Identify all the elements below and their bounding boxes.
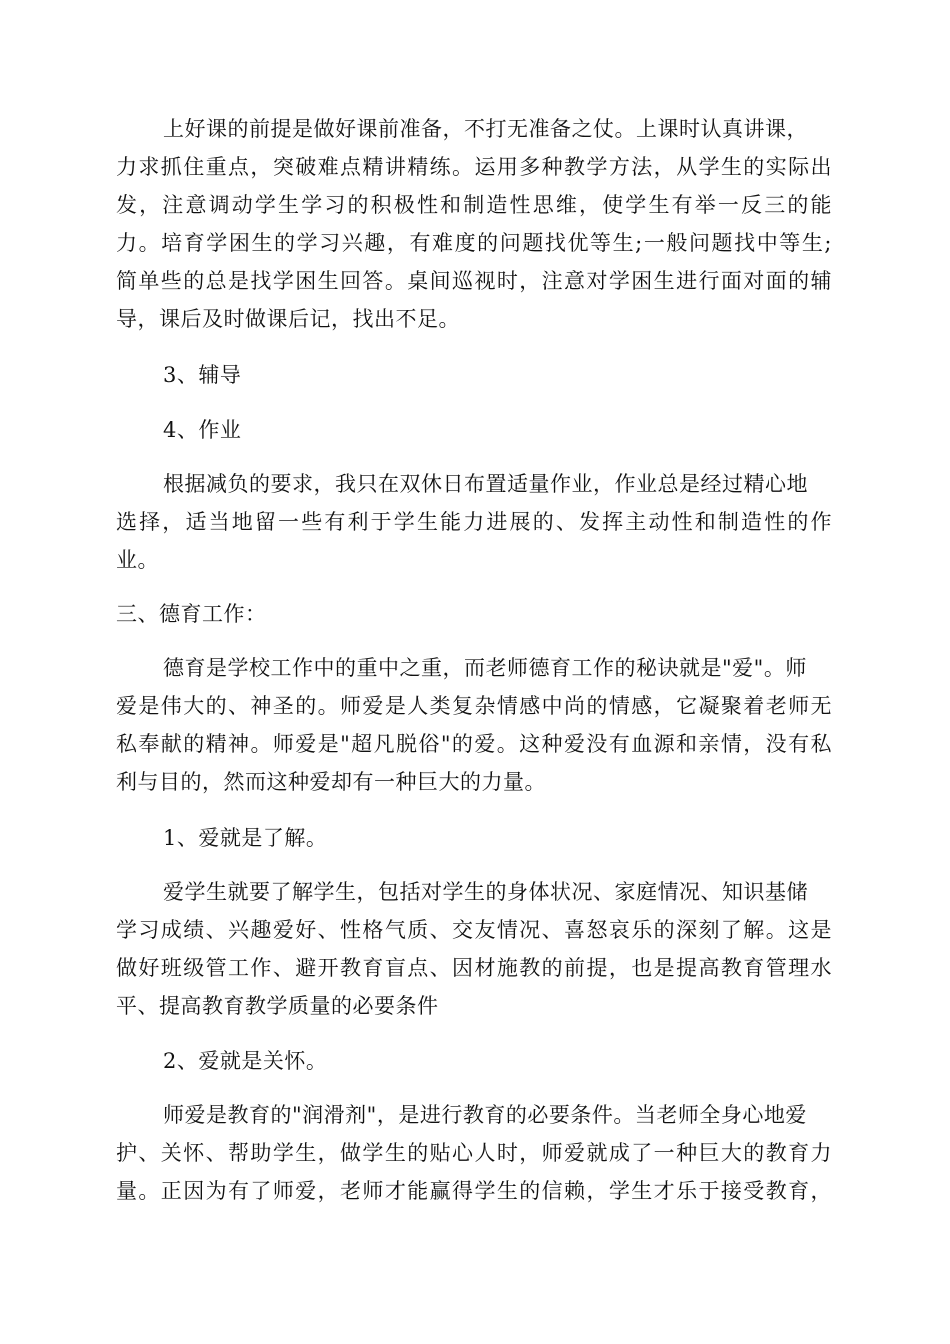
care-paragraph-line: 师爱是教育的"润滑剂"，是进行教育的必要条件。当老师全身心地爱 bbox=[163, 1103, 807, 1127]
care-paragraph-line: 量。正因为有了师爱，老师才能赢得学生的信赖，学生才乐于接受教育， bbox=[116, 1179, 832, 1203]
heading-homework: 4、作业 bbox=[163, 418, 242, 442]
moral-paragraph-line: 爱是伟大的、神圣的。师爱是人类复杂情感中尚的情感，它凝聚着老师无 bbox=[116, 694, 832, 718]
teaching-paragraph-line: 上好课的前提是做好课前准备，不打无准备之仗。上课时认真讲课， bbox=[163, 117, 808, 141]
care-paragraph-line: 护、关怀、帮助学生，做学生的贴心人时，师爱就成了一种巨大的教育力 bbox=[116, 1141, 832, 1165]
moral-paragraph-line: 利与目的，然而这种爱却有一种巨大的力量。 bbox=[116, 770, 546, 794]
homework-paragraph-line: 业。 bbox=[116, 548, 159, 572]
homework-paragraph-line: 选择，适当地留一些有利于学生能力进展的、发挥主动性和制造性的作 bbox=[116, 510, 832, 534]
moral-paragraph-line: 私奉献的精神。师爱是"超凡脱俗"的爱。这种爱没有血源和亲情，没有私 bbox=[116, 732, 832, 756]
teaching-paragraph-line: 发，注意调动学生学习的积极性和制造性思维，使学生有举一反三的能 bbox=[116, 193, 832, 217]
moral-paragraph-line: 德育是学校工作中的重中之重，而老师德育工作的秘诀就是"爱"。师 bbox=[163, 656, 807, 680]
understanding-paragraph-line: 爱学生就要了解学生，包括对学生的身体状况、家庭情况、知识基储 bbox=[163, 880, 808, 904]
heading-love-care: 2、爱就是关怀。 bbox=[163, 1049, 328, 1073]
understanding-paragraph-line: 做好班级管工作、避开教育盲点、因材施教的前提，也是提高教育管理水 bbox=[116, 956, 832, 980]
teaching-paragraph-line: 导，课后及时做课后记，找出不足。 bbox=[116, 307, 460, 331]
teaching-paragraph-line: 简单些的总是找学困生回答。桌间巡视时，注意对学困生进行面对面的辅 bbox=[116, 269, 832, 293]
understanding-paragraph-line: 学习成绩、兴趣爱好、性格气质、交友情况、喜怒哀乐的深刻了解。这是 bbox=[116, 918, 832, 942]
understanding-paragraph-line: 平、提高教育教学质量的必要条件 bbox=[116, 994, 439, 1018]
homework-paragraph-line: 根据减负的要求，我只在双休日布置适量作业，作业总是经过精心地 bbox=[163, 472, 808, 496]
section-moral-education: 三、德育工作： bbox=[116, 602, 267, 626]
teaching-paragraph-line: 力。培育学困生的学习兴趣，有难度的问题找优等生;一般问题找中等生; bbox=[116, 231, 832, 255]
teaching-paragraph-line: 力求抓住重点，突破难点精讲精练。运用多种教学方法，从学生的实际出 bbox=[116, 155, 832, 179]
heading-love-understanding: 1、爱就是了解。 bbox=[163, 826, 328, 850]
heading-tutoring: 3、辅导 bbox=[163, 363, 242, 387]
